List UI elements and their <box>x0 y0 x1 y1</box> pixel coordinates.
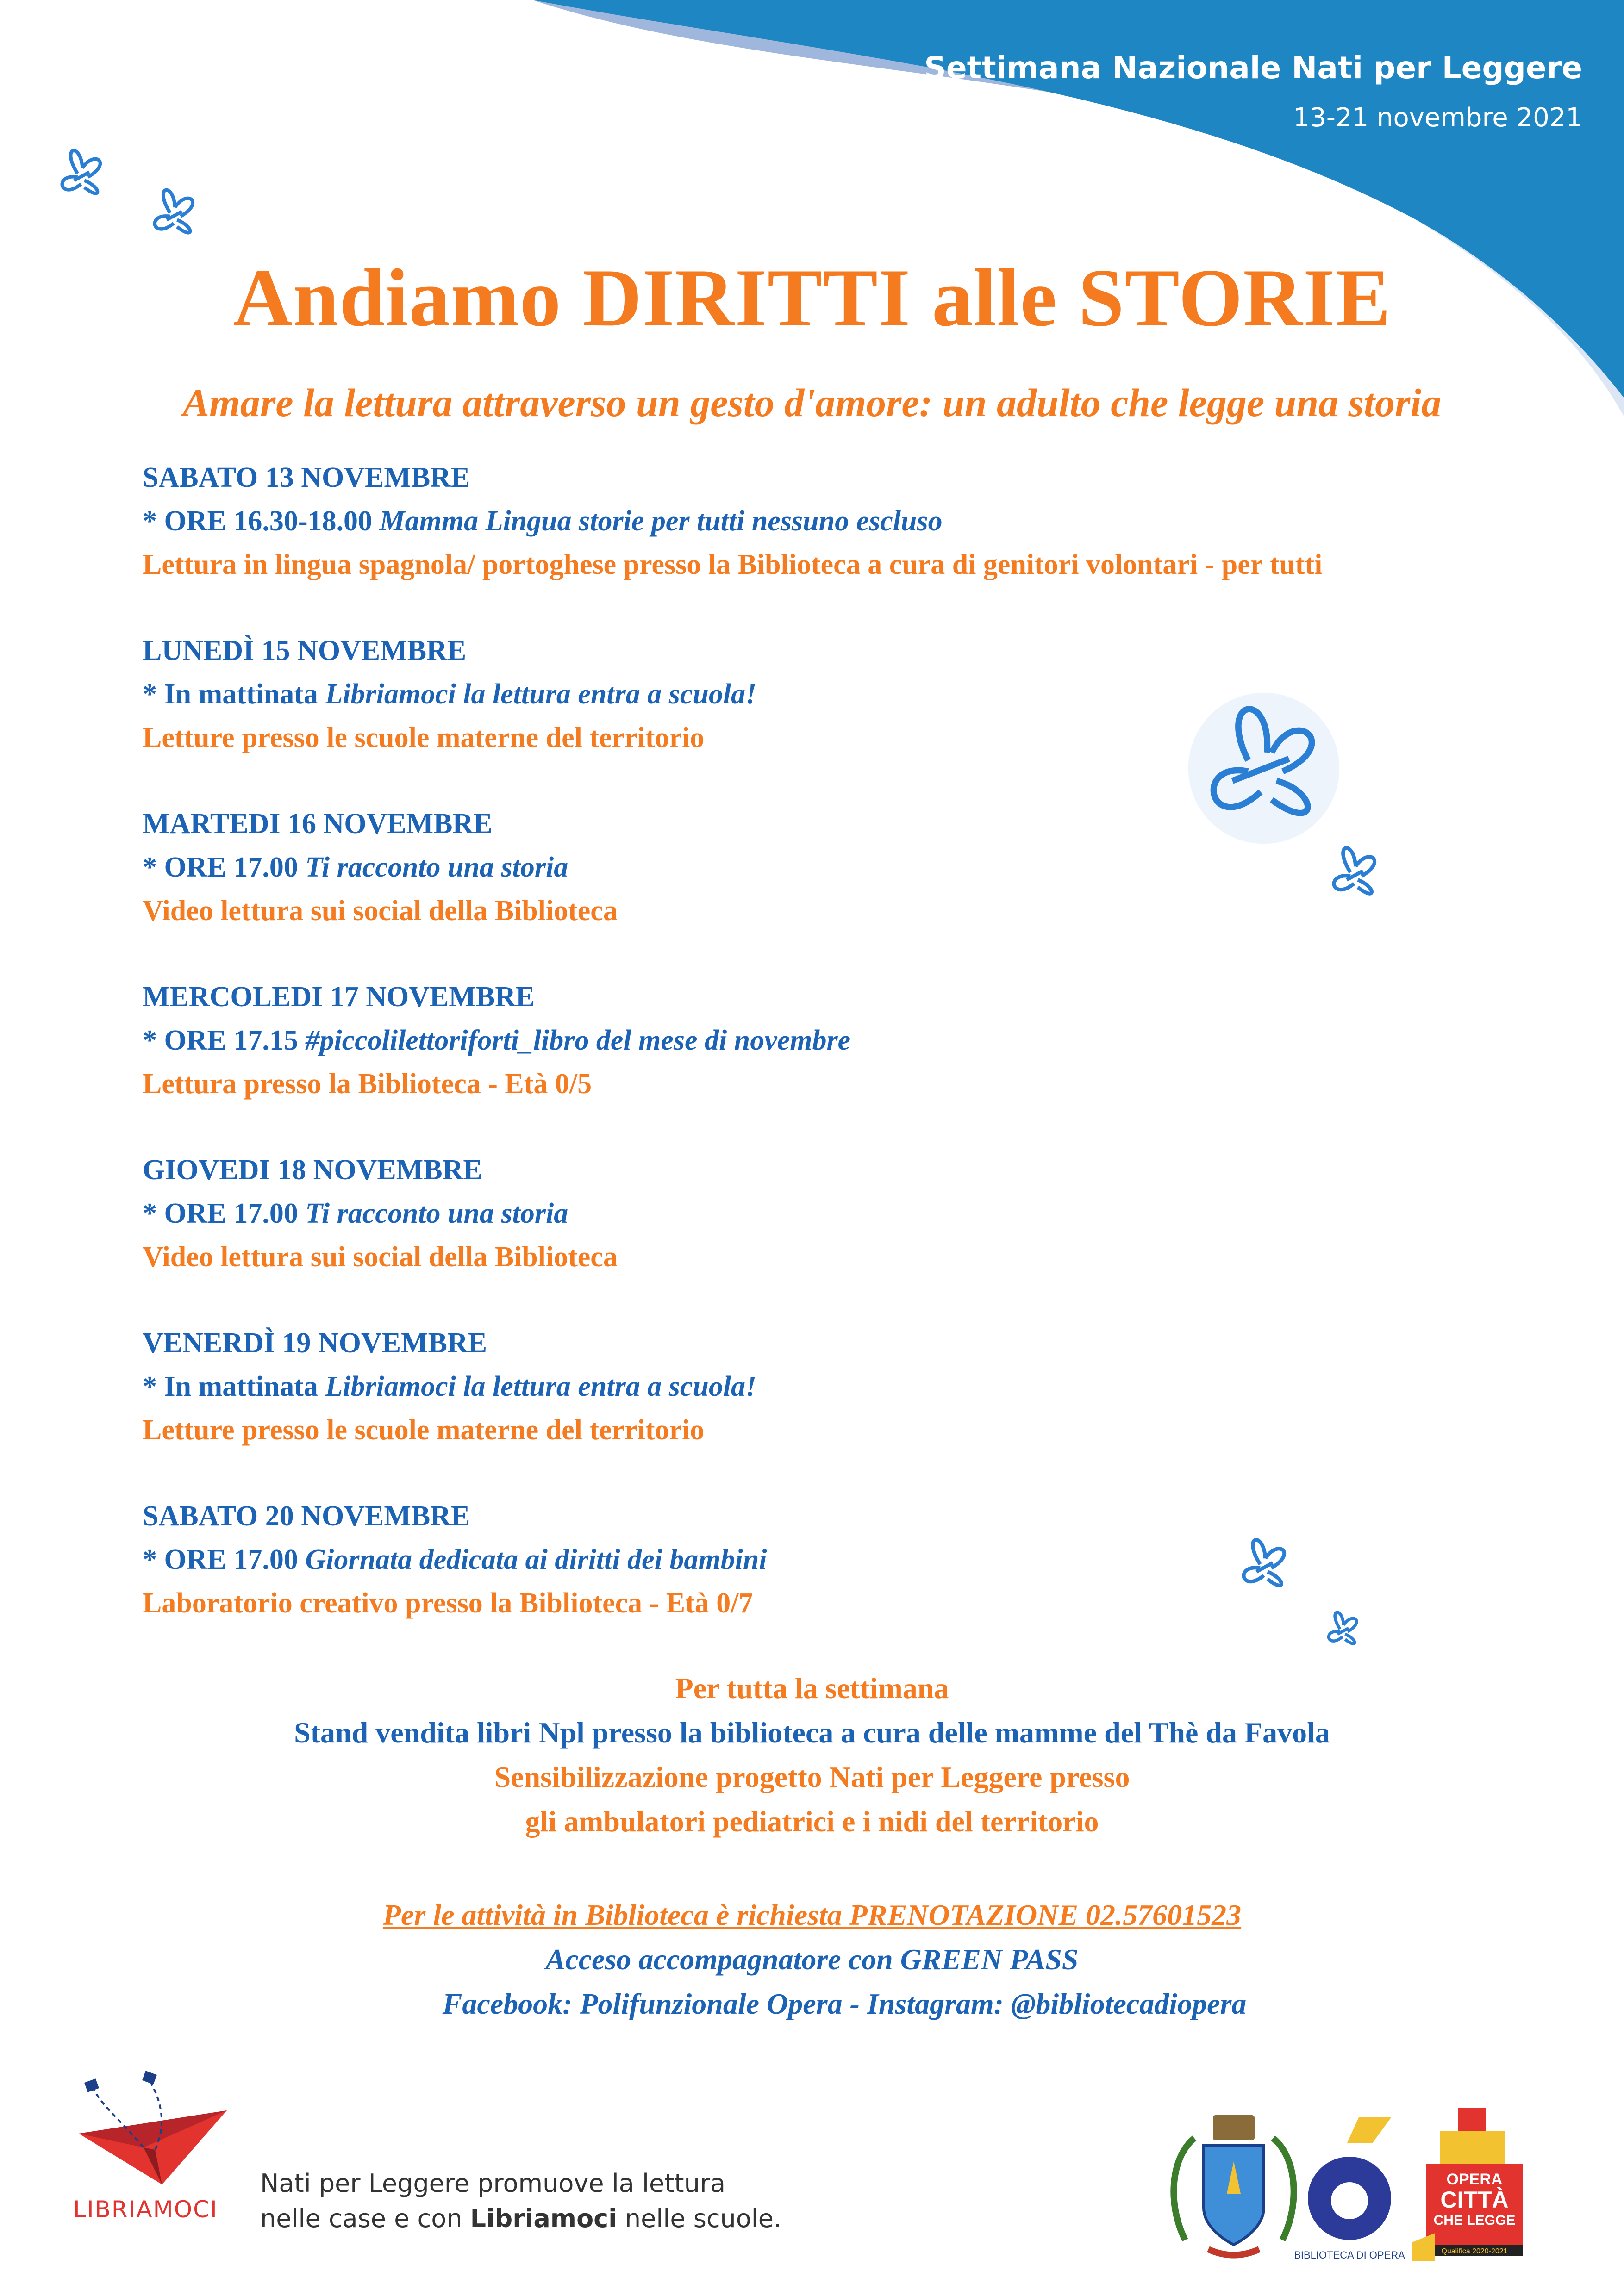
event-item <box>143 802 1393 933</box>
header-dates: 13-21 novembre 2021 <box>1293 103 1582 133</box>
promo-line-1: Nati per Leggere promuove la lettura <box>260 2169 726 2198</box>
event-desc: Laboratorio creativo presso la Biblioteca - Età 0/7 <box>143 1587 753 1619</box>
biblioteca-logo <box>1294 2115 1405 2263</box>
event-title: Giornata dedicata ai diritti dei bambini <box>305 1544 767 1575</box>
booking-line: Per le attività in Biblioteca è richiesta PRENOTAZIONE 02.57601523 <box>382 1898 1242 1931</box>
event-time: * ORE 17.15 <box>143 1025 306 1056</box>
social-line: Facebook: Polifunzionale Opera - Instagram: @bibliotecadiopera <box>442 1987 1247 2020</box>
event-day: VENERDÌ 19 NOVEMBRE <box>143 1327 487 1359</box>
event-item <box>143 975 1393 1106</box>
event-day: GIOVEDI 18 NOVEMBRE <box>143 1154 482 1186</box>
event-title: Ti racconto una storia <box>305 1198 568 1229</box>
event-item <box>143 1148 1393 1279</box>
event-time: * ORE 16.30-18.00 <box>143 505 380 537</box>
event-time-line <box>143 499 1393 543</box>
greenpass-line: Acceso accompagnatore con GREEN PASS <box>545 1943 1079 1976</box>
paper-plane-logo <box>74 2069 241 2194</box>
page-title: Andiamo DIRITTI alle STORIE <box>233 252 1391 343</box>
butterfly-icon <box>139 178 208 248</box>
citta-logo-line-2: CITTÀ <box>1440 2187 1509 2213</box>
libriamoci-bold: Libriamoci <box>470 2204 617 2233</box>
event-item <box>143 1321 1393 1452</box>
event-day: MARTEDI 16 NOVEMBRE <box>143 808 493 840</box>
info-block <box>0 1893 1624 2026</box>
event-time-line <box>143 1538 1393 1581</box>
event-desc: Video lettura sui social della Biblioteca <box>143 1241 618 1273</box>
citta-logo-line-4: Qualifica 2020-2021 <box>1441 2247 1508 2255</box>
event-desc: Lettura presso la Biblioteca - Età 0/5 <box>143 1068 592 1100</box>
libriamoci-logo-text: LIBRIAMOCI <box>73 2196 218 2223</box>
footer-promo <box>260 2166 781 2236</box>
header-title: Settimana Nazionale Nati per Leggere <box>924 50 1582 86</box>
event-desc: Letture presso le scuole materne del territorio <box>143 1414 705 1446</box>
event-day: SABATO 20 NOVEMBRE <box>143 1500 470 1532</box>
event-time: * In mattinata <box>143 1371 325 1402</box>
butterfly-icon <box>46 139 116 208</box>
event-desc: Letture presso le scuole materne del territorio <box>143 722 705 753</box>
event-title: Libriamoci la lettura entra a scuola! <box>325 1371 757 1402</box>
event-title: Ti racconto una storia <box>305 852 568 883</box>
event-desc: Lettura in lingua spagnola/ portoghese presso la Biblioteca a cura di genitori volontari - per tutti <box>143 549 1323 580</box>
event-time-line <box>143 1192 1393 1235</box>
event-time-line <box>143 846 1393 889</box>
event-title: Libriamoci la lettura entra a scuola! <box>325 678 757 710</box>
event-day: SABATO 13 NOVEMBRE <box>143 462 470 493</box>
event-day: MERCOLEDI 17 NOVEMBRE <box>143 981 535 1013</box>
event-time: * ORE 17.00 <box>143 1198 306 1229</box>
promo-line-2: nelle case e con Libriamoci nelle scuole. <box>260 2204 782 2233</box>
event-time: * ORE 17.00 <box>143 1544 306 1575</box>
event-time-line <box>143 672 1393 716</box>
event-time: * ORE 17.00 <box>143 852 306 883</box>
page-subtitle: Amare la lettura attraverso un gesto d'amore: un adulto che legge una storia <box>182 380 1442 425</box>
event-desc: Video lettura sui social della Biblioteca <box>143 895 618 927</box>
week-line-2: Sensibilizzazione progetto Nati per Leggere presso <box>494 1761 1130 1793</box>
event-item <box>143 456 1393 586</box>
event-item <box>143 1494 1393 1625</box>
event-time-line <box>143 1019 1393 1062</box>
town-crest-logo <box>1167 2101 1301 2268</box>
event-title: #piccolilettoriforti_libro del mese di novembre <box>305 1025 851 1056</box>
citta-che-legge-logo <box>1407 2103 1546 2270</box>
event-time-line <box>143 1365 1393 1408</box>
event-item <box>143 629 1393 759</box>
biblioteca-logo-text: BIBLIOTECA DI OPERA <box>1294 2249 1405 2261</box>
event-time: * In mattinata <box>143 678 325 710</box>
week-block <box>0 1666 1624 1844</box>
citta-logo-line-1: OPERA <box>1446 2171 1503 2188</box>
event-title: Mamma Lingua storie per tutti nessuno escluso <box>379 505 943 537</box>
week-heading: Per tutta la settimana <box>675 1672 949 1705</box>
week-line-3: gli ambulatori pediatrici e i nidi del territorio <box>525 1805 1099 1838</box>
week-line-1: Stand vendita libri Npl presso la biblioteca a cura delle mamme del Thè da Favola <box>294 1716 1330 1749</box>
event-day: LUNEDÌ 15 NOVEMBRE <box>143 635 467 666</box>
citta-logo-line-3: CHE LEGGE <box>1433 2213 1516 2228</box>
